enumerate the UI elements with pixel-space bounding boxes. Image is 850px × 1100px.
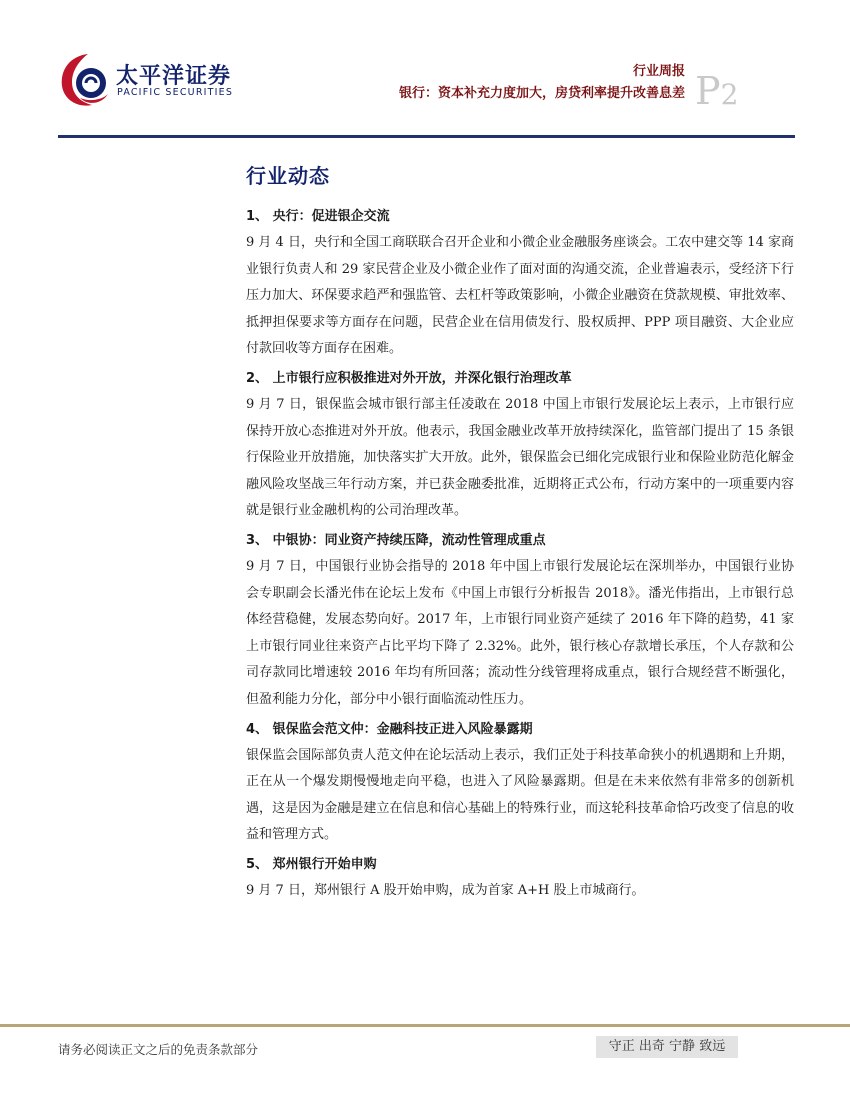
page-number: 2 — [720, 78, 739, 111]
header-divider — [58, 135, 795, 138]
item-body: 9 月 7 日，中国银行业协会指导的 2018 年中国上市银行发展论坛在深圳举办，中国银行业协会专职副会长潘光伟在论坛上发布《中国上市银行分析报告 2018》。潘光伟指出，上市银行总体经营稳健，发展态势向好。2017 年，上市银行同业资产延续了 2016 年下降的趋势，41 家上市银行同业往来资产占比平均下降了 2.32%。此外，银行核心存款增长承压，个人存款和公司存款同比增速较 2016 年均有所回落；流动性分线管理将成重点，银行合规经营不断强化，但盈利能力分化，部分中小银行面临流动性压力。 — [246, 558, 794, 707]
item-heading: 2、 上市银行应积极推进对外开放，并深化银行治理改革 — [246, 370, 572, 386]
company-logo — [58, 50, 258, 110]
report-title: 银行：资本补充力度加大，房贷利率提升改善息差 — [398, 86, 685, 101]
logo-text-en: PACIFIC SECURITIES — [117, 87, 234, 98]
main-content — [246, 160, 794, 906]
item-heading: 3、 中银协：同业资产持续压降，流动性管理成重点 — [246, 532, 546, 548]
page-letter: P — [695, 69, 721, 113]
item-heading: 1、 央行：促进银企交流 — [246, 209, 390, 224]
company-motto: 守正 出奇 宁静 致远 — [596, 1036, 738, 1058]
item-heading: 5、 郑州银行开始申购 — [246, 856, 377, 872]
item-body: 9 月 7 日，银保监会城市银行部主任凌敢在 2018 中国上市银行发展论坛上表示，上市银行应保持开放心态推进对外开放。他表示，我国金融业改革开放持续深化，监管部门提出了 15 条银行保险业开放措施，加快落实扩大开放。此外，银保监会已细化完成银行业和保险业防范化解金融风险攻坚战三年行动方案，并已获金融委批准，近期将正式公布，行动方案中的一项重要内容就是银行业金融机构的公司治理改革。 — [246, 396, 794, 519]
item-body: 9 月 7 日，郑州银行 A 股开始申购，成为首家 A+H 股上市城商行。 — [246, 882, 645, 898]
page-indicator — [695, 69, 739, 113]
logo-emblem-icon — [58, 50, 114, 110]
report-type: 行业周报 — [632, 64, 685, 79]
item-body: 银保监会国际部负责人范文仲在论坛活动上表示，我们正处于科技革命狭小的机遇期和上升期，正在从一个爆发期慢慢地走向平稳，也进入了风险暴露期。但是在未来依然有非常多的创新机遇，这是因为金融是建立在信息和信心基础上的特殊行业，而这轮科技革命恰巧改变了信息的收益和管理方式。 — [246, 747, 794, 843]
disclaimer-note: 请务必阅读正文之后的免责条款部分 — [58, 1042, 259, 1057]
item-body: 9 月 4 日，央行和全国工商联联合召开企业和小微企业金融服务座谈会。工农中建交等 14 家商业银行负责人和 29 家民营企业及小微企业作了面对面的沟通交流，企业普遍表示，受经济下行压力加大、环保要求趋严和强监管、去杠杆等政策影响，小微企业融资在贷款规模、审批效率、抵押担保要求等方面存在问题，民营企业在信用债发行、股权质押、PPP 项目融资、大企业应付款回收等方面存在困难。 — [246, 235, 794, 357]
item-heading: 4、 银保监会范文仲：金融科技正进入风险暴露期 — [246, 721, 533, 737]
logo-text-cn: 太平洋证券 — [116, 64, 232, 89]
footer-divider — [0, 1024, 850, 1027]
section-title: 行业动态 — [246, 164, 330, 188]
